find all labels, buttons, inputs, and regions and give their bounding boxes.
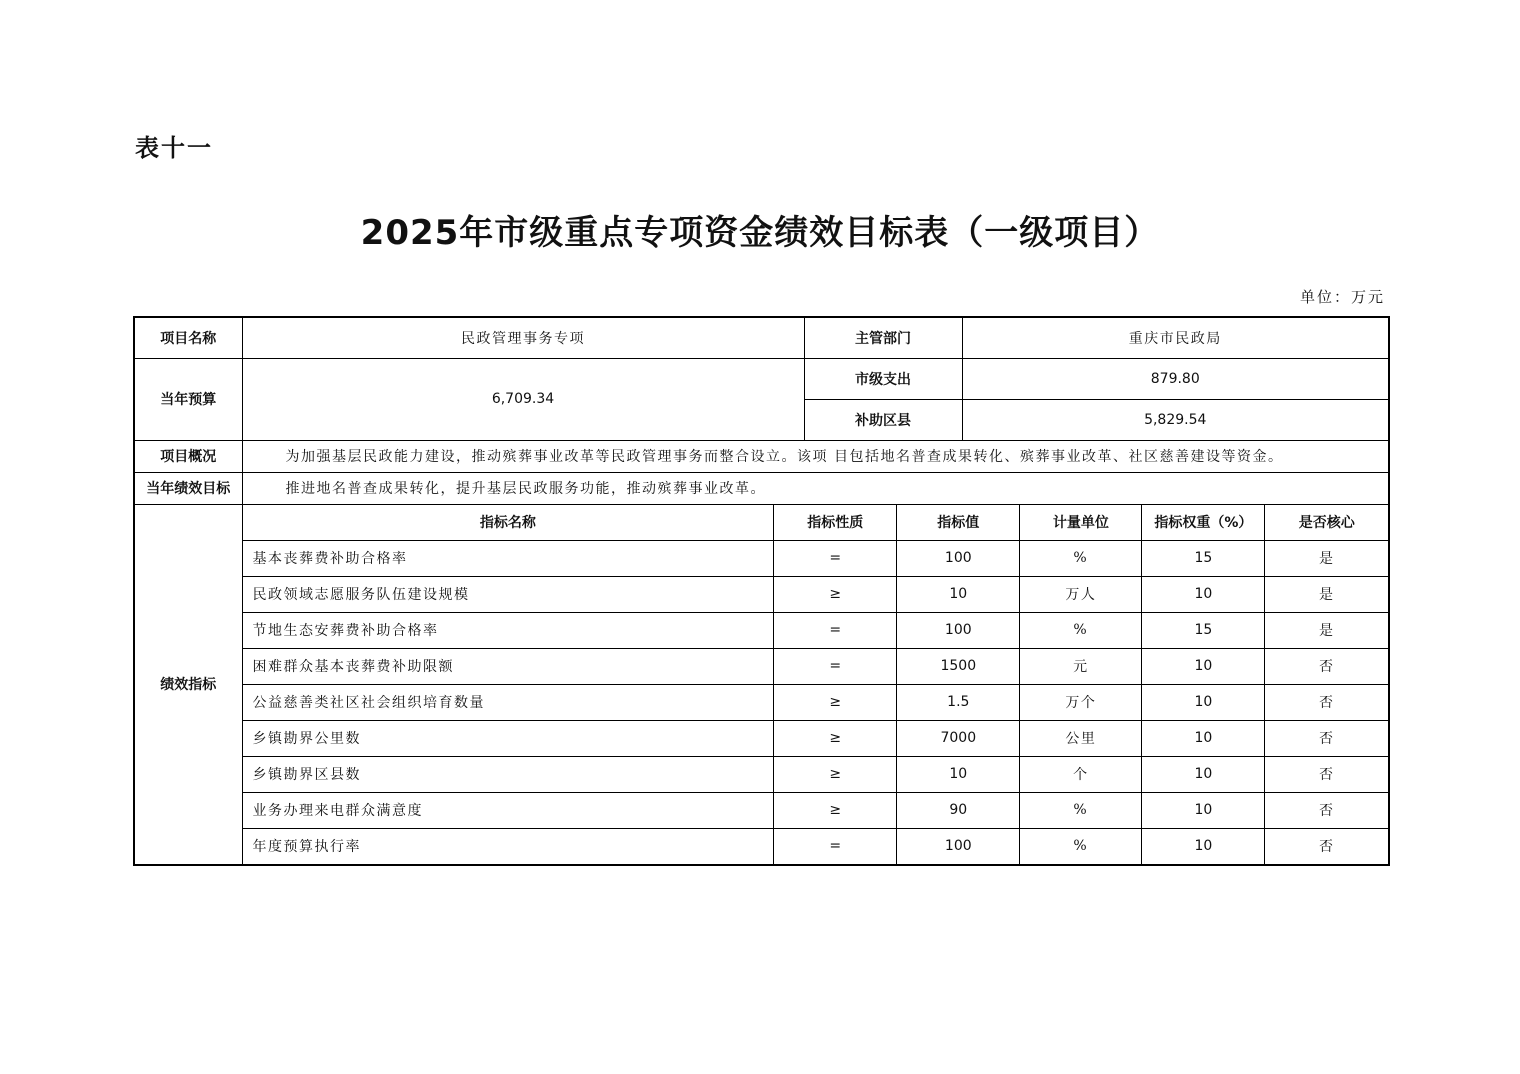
indicator-value: 1.5 (897, 684, 1020, 720)
indicator-unit: 公里 (1020, 720, 1142, 756)
indicator-name: 基本丧葬费补助合格率 (243, 540, 774, 576)
header-indicator-name: 指标名称 (243, 505, 774, 541)
unit-note: 单位：万元 (1299, 288, 1385, 306)
indicator-value: 10 (897, 576, 1020, 612)
county-subsidy-value: 5,829.54 (962, 399, 1389, 440)
indicator-core: 是 (1265, 576, 1388, 612)
indicator-unit: 万个 (1020, 684, 1142, 720)
indicator-value: 100 (897, 612, 1020, 648)
overview-label: 项目概况 (134, 440, 242, 472)
performance-target-table (133, 316, 1390, 866)
indicator-value: 7000 (897, 720, 1020, 756)
indicator-value: 100 (897, 828, 1020, 864)
table-row (243, 576, 1389, 612)
indicator-nature: ≥ (774, 756, 897, 792)
indicator-core: 否 (1265, 792, 1388, 828)
indicator-weight: 15 (1142, 540, 1265, 576)
indicator-weight: 10 (1142, 720, 1265, 756)
row-overview (134, 440, 1389, 472)
indicator-value: 90 (897, 792, 1020, 828)
indicator-nature: = (774, 612, 897, 648)
table-row (243, 540, 1389, 576)
indicator-core: 否 (1265, 720, 1388, 756)
table-row (243, 792, 1389, 828)
header-indicator-nature: 指标性质 (774, 505, 897, 541)
indicator-weight: 10 (1142, 576, 1265, 612)
row-project-name (134, 317, 1389, 358)
indicator-core: 否 (1265, 756, 1388, 792)
indicator-value: 100 (897, 540, 1020, 576)
project-name-label: 项目名称 (134, 317, 242, 358)
city-spending-label: 市级支出 (804, 358, 962, 399)
department-value: 重庆市民政局 (962, 317, 1389, 358)
indicator-unit: 个 (1020, 756, 1142, 792)
indicator-weight: 10 (1142, 648, 1265, 684)
indicators-table (243, 505, 1389, 864)
indicator-unit: 元 (1020, 648, 1142, 684)
indicator-unit: % (1020, 828, 1142, 864)
indicator-weight: 15 (1142, 612, 1265, 648)
indicator-nature: = (774, 648, 897, 684)
table-row (243, 828, 1389, 864)
county-subsidy-label: 补助区县 (804, 399, 962, 440)
indicator-name: 民政领域志愿服务队伍建设规模 (243, 576, 774, 612)
indicator-core: 是 (1265, 540, 1388, 576)
indicator-value: 1500 (897, 648, 1020, 684)
indicator-name: 业务办理来电群众满意度 (243, 792, 774, 828)
indicator-nature: = (774, 828, 897, 864)
indicator-weight: 10 (1142, 684, 1265, 720)
indicator-weight: 10 (1142, 756, 1265, 792)
indicator-unit: % (1020, 792, 1142, 828)
indicator-unit: 万人 (1020, 576, 1142, 612)
indicator-weight: 10 (1142, 792, 1265, 828)
document-label: 表十一 (135, 134, 213, 162)
table-row (243, 720, 1389, 756)
indicator-nature: ≥ (774, 720, 897, 756)
indicator-name: 乡镇勘界区县数 (243, 756, 774, 792)
header-measure-unit: 计量单位 (1020, 505, 1142, 541)
indicator-nature: ≥ (774, 576, 897, 612)
indicator-unit: % (1020, 540, 1142, 576)
annual-goal-value: 推进地名普查成果转化，提升基层民政服务功能，推动殡葬事业改革。 (242, 472, 1389, 504)
indicators-section-label: 绩效指标 (134, 504, 242, 865)
table-row (243, 612, 1389, 648)
indicators-header-row (243, 505, 1389, 541)
row-city-spending (134, 358, 1389, 399)
table-row (243, 684, 1389, 720)
row-annual-goal (134, 472, 1389, 504)
indicator-name: 困难群众基本丧葬费补助限额 (243, 648, 774, 684)
row-indicators (134, 504, 1389, 865)
overview-value: 为加强基层民政能力建设，推动殡葬事业改革等民政管理事务而整合设立。该项 目包括地名普查成果转化、殡葬事业改革、社区慈善建设等资金。 (242, 440, 1389, 472)
indicator-nature: = (774, 540, 897, 576)
budget-label: 当年预算 (134, 358, 242, 440)
indicators-cell (242, 504, 1389, 865)
city-spending-value: 879.80 (962, 358, 1389, 399)
annual-goal-label: 当年绩效目标 (134, 472, 242, 504)
header-indicator-weight: 指标权重（%） (1142, 505, 1265, 541)
table-row (243, 756, 1389, 792)
department-label: 主管部门 (804, 317, 962, 358)
project-name-value: 民政管理事务专项 (242, 317, 804, 358)
indicator-name: 节地生态安葬费补助合格率 (243, 612, 774, 648)
indicator-name: 乡镇勘界公里数 (243, 720, 774, 756)
indicator-nature: ≥ (774, 684, 897, 720)
indicator-value: 10 (897, 756, 1020, 792)
indicator-name: 年度预算执行率 (252, 839, 361, 855)
indicator-core: 是 (1265, 612, 1388, 648)
indicator-core: 否 (1265, 828, 1388, 864)
document-title: 2025年市级重点专项资金绩效目标表（一级项目） (360, 213, 1160, 253)
header-indicator-value: 指标值 (897, 505, 1020, 541)
indicator-unit: % (1020, 612, 1142, 648)
table-row (243, 648, 1389, 684)
indicator-weight: 10 (1142, 828, 1265, 864)
indicator-core: 否 (1265, 684, 1388, 720)
indicator-name: 公益慈善类社区社会组织培育数量 (243, 684, 774, 720)
indicator-core: 否 (1265, 648, 1388, 684)
header-is-core: 是否核心 (1265, 505, 1388, 541)
indicator-nature: ≥ (774, 792, 897, 828)
budget-value: 6,709.34 (242, 358, 804, 440)
